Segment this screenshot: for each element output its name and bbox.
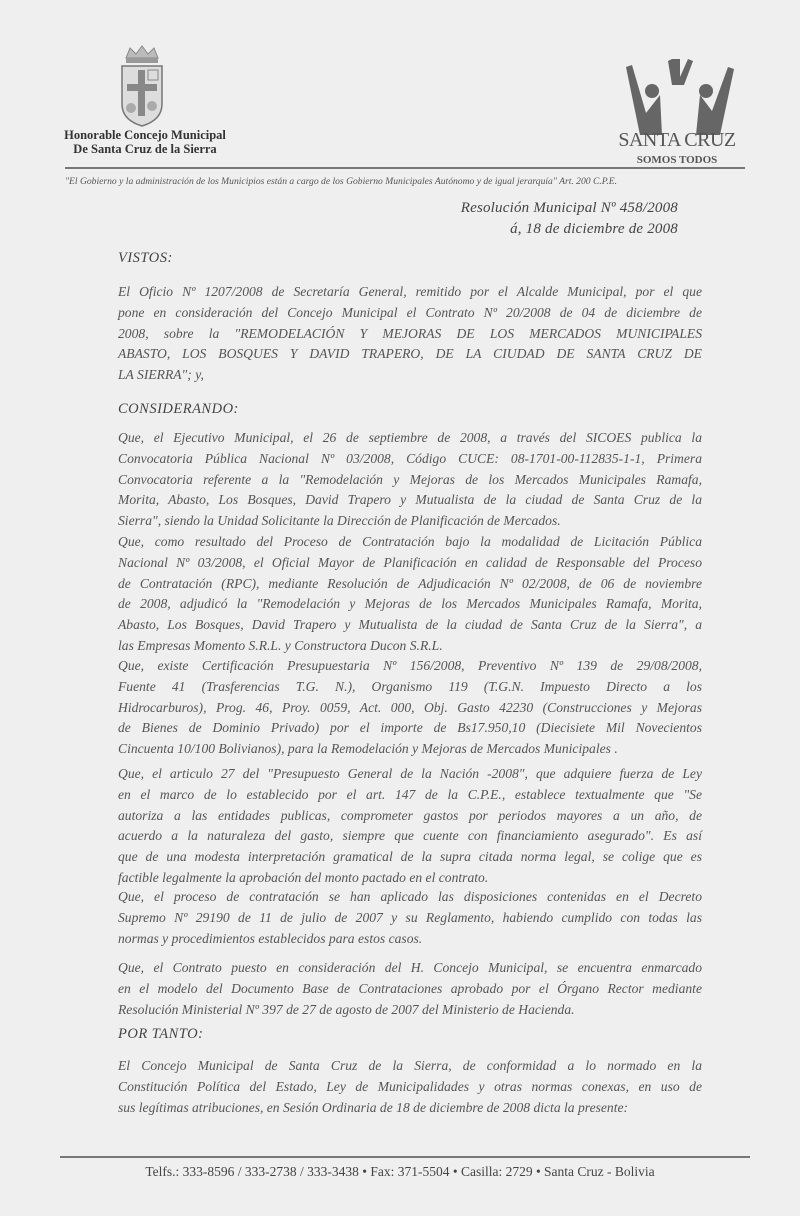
paragraph-line: factible legalmente la aprobación del monto pactado en el contrato. (118, 869, 489, 885)
paragraph (118, 958, 702, 1020)
paragraph (118, 656, 702, 760)
santa-cruz-logo (622, 55, 737, 135)
org-line-2: De Santa Cruz de la Sierra (73, 142, 217, 156)
paragraph-line: de 2008, adjudicó la "Remodelación y Mejoras de los Mercados Municipales Ramafa, Morita, (118, 596, 702, 612)
paragraph-line: en el marco de lo establecido por el art. 147 de la C.P.E., establece textualmente que "Se (118, 786, 702, 802)
paragraph-line: Que, como resultado del Proceso de Contratación bajo la modalidad de Licitación Pública (118, 534, 702, 549)
paragraph-line: que de una modesta interpretación gramatical de la supra citada norma legal, se colige que es (118, 849, 702, 865)
paragraph-line: Que, existe Certificación Presupuestaria Nº 156/2008, Preventivo Nº 139 de 29/08/2008, (118, 658, 702, 673)
footer-contact: Telfs.: 333-8596 / 333-2738 / 333-3438 • Fax: 371-5504 • Casilla: 2729 • Santa Cruz - Bolivia (145, 1164, 655, 1179)
paragraph (118, 428, 702, 532)
paragraph-line: Convocatoria Pública Nacional Nº 03/2008, Código CUCE: 08-1701-00-112835-1-1, Primera (118, 450, 702, 466)
paragraph (118, 532, 702, 657)
resolution-date: á, 18 de diciembre de 2008 (510, 221, 678, 237)
paragraph (118, 282, 702, 386)
paragraph-line: Convocatoria referente a la "Remodelación y Mejoras de los Mercados Municipales Ramafa, (118, 471, 702, 487)
logo-title: SANTA CRUZ (618, 129, 736, 151)
paragraph (118, 887, 702, 949)
heading-considerando: CONSIDERANDO: (118, 401, 239, 417)
paragraph-line: autoriza a las entidades publicas, comprometer gastos por periodos mayores a un año, de (118, 807, 702, 823)
org-line-1: Honorable Concejo Municipal (64, 128, 226, 142)
paragraph-line: normas y procedimientos establecidos para estos casos. (118, 930, 423, 946)
footer-divider (60, 1156, 750, 1158)
paragraph-line: las Empresas Momento S.R.L. y Constructora Ducon S.R.L. (118, 637, 443, 653)
paragraph-line: El Concejo Municipal de Santa Cruz de la Sierra, de conformidad a lo normado en la (118, 1058, 702, 1073)
paragraph-line: Nacional Nº 03/2008, el Oficial Mayor de Planificación en calidad de Responsable del Proceso (118, 554, 702, 570)
paragraph-line: de Bienes de Dominio Privado) por el importe de Bs17.950,10 (Diecisiete Mil Novecientos (118, 720, 702, 736)
paragraph-line: Abasto, Los Bosques, David Trapero y Mutualista de la ciudad de Santa Cruz de la Sierra", a (118, 617, 702, 633)
paragraph-line: Que, el Ejecutivo Municipal, el 26 de septiembre de 2008, a través del SICOES publica la (118, 430, 702, 445)
coat-of-arms-logo (112, 44, 172, 128)
paragraph-line: Fuente 41 (Trasferencias T.G. N.), Organismo 119 (T.G.N. Impuesto Directo a los (118, 678, 702, 694)
resolution-number: Resolución Municipal Nº 458/2008 (460, 200, 678, 216)
paragraph-line: Que, el Contrato puesto en consideración del H. Concejo Municipal, se encuentra enmarcado (118, 960, 702, 975)
heading-por-tanto: POR TANTO: (118, 1026, 204, 1042)
paragraph-line: sus legítimas atribuciones, en Sesión Ordinaria de 18 de diciembre de 2008 dicta la presente: (118, 1099, 629, 1115)
paragraph-line: en el modelo del Documento Base de Contrataciones aprobado por el Órgano Rector mediante (118, 980, 702, 996)
paragraph-line: Que, el proceso de contratación se han aplicado las disposiciones contenidas en el Decreto (118, 889, 702, 904)
resolution-header (461, 198, 678, 240)
paragraph-line: LA SIERRA"; y, (118, 367, 204, 383)
paragraph-line: 2008, sobre la "REMODELACIÓN Y MEJORAS DE LOS MERCADOS MUNICIPALES (118, 325, 702, 341)
paragraph-line: ABASTO, LOS BOSQUES Y DAVID TRAPERO, DE LA CIUDAD DE SANTA CRUZ DE (118, 346, 702, 362)
organization-name (60, 128, 230, 156)
paragraph-line: de Contratación (RPC), mediante Resolución de Adjudicación Nº 02/2008, de 06 de noviembre (118, 575, 702, 591)
paragraph-line: Morita, Abasto, Los Bosques, David Trapero y Mutualista de la ciudad de Santa Cruz de la (118, 492, 702, 508)
paragraph-line: Cincuenta 10/100 Bolivianos), para la Remodelación y Mejoras de Mercados Municipales . (118, 741, 618, 757)
paragraph-line: acuerdo a la naturaleza del gasto, siempre que cuente con financiamiento asegurado". Es así (118, 828, 702, 844)
paragraph-line: El Oficio Nº 1207/2008 de Secretaría General, remitido por el Alcalde Municipal, por el que (118, 284, 702, 299)
paragraph (118, 764, 702, 889)
constitution-quote: "El Gobierno y la administración de los Municipios están a cargo de los Gobierno Municipales Autónomo y de igual jerarquía" Art. 200 C.P.E. (65, 176, 618, 187)
paragraph-line: Supremo Nº 29190 de 11 de julio de 2007 y su Reglamento, habiendo cumplido con todas las (118, 909, 702, 925)
paragraph-line: pone en consideración del Concejo Municipal el Contrato Nº 20/2008 de 04 de diciembre de (118, 304, 702, 320)
header-divider (65, 167, 745, 169)
paragraph-line: Sierra", siendo la Unidad Solicitante la Dirección de Planificación de Mercados. (118, 513, 561, 529)
logo-subtitle: SOMOS TODOS (635, 154, 720, 169)
heading-vistos: VISTOS: (118, 250, 173, 266)
paragraph-line: Hidrocarburos), Prog. 46, Proy. 0059, Act. 000, Obj. Gasto 42230 (Construcciones y Mejoras (118, 699, 702, 715)
santa-cruz-logo-text (612, 130, 742, 169)
paragraph-line: Que, el articulo 27 del "Presupuesto General de la Nación -2008", que adquiere fuerza de Ley (118, 766, 702, 781)
paragraph-line: Constitución Política del Estado, Ley de Municipalidades y otras normas conexas, en uso de (118, 1078, 702, 1094)
paragraph-line: Resolución Ministerial Nº 397 de 27 de agosto de 2007 del Ministerio de Hacienda. (118, 1001, 575, 1017)
paragraph (118, 1056, 702, 1118)
